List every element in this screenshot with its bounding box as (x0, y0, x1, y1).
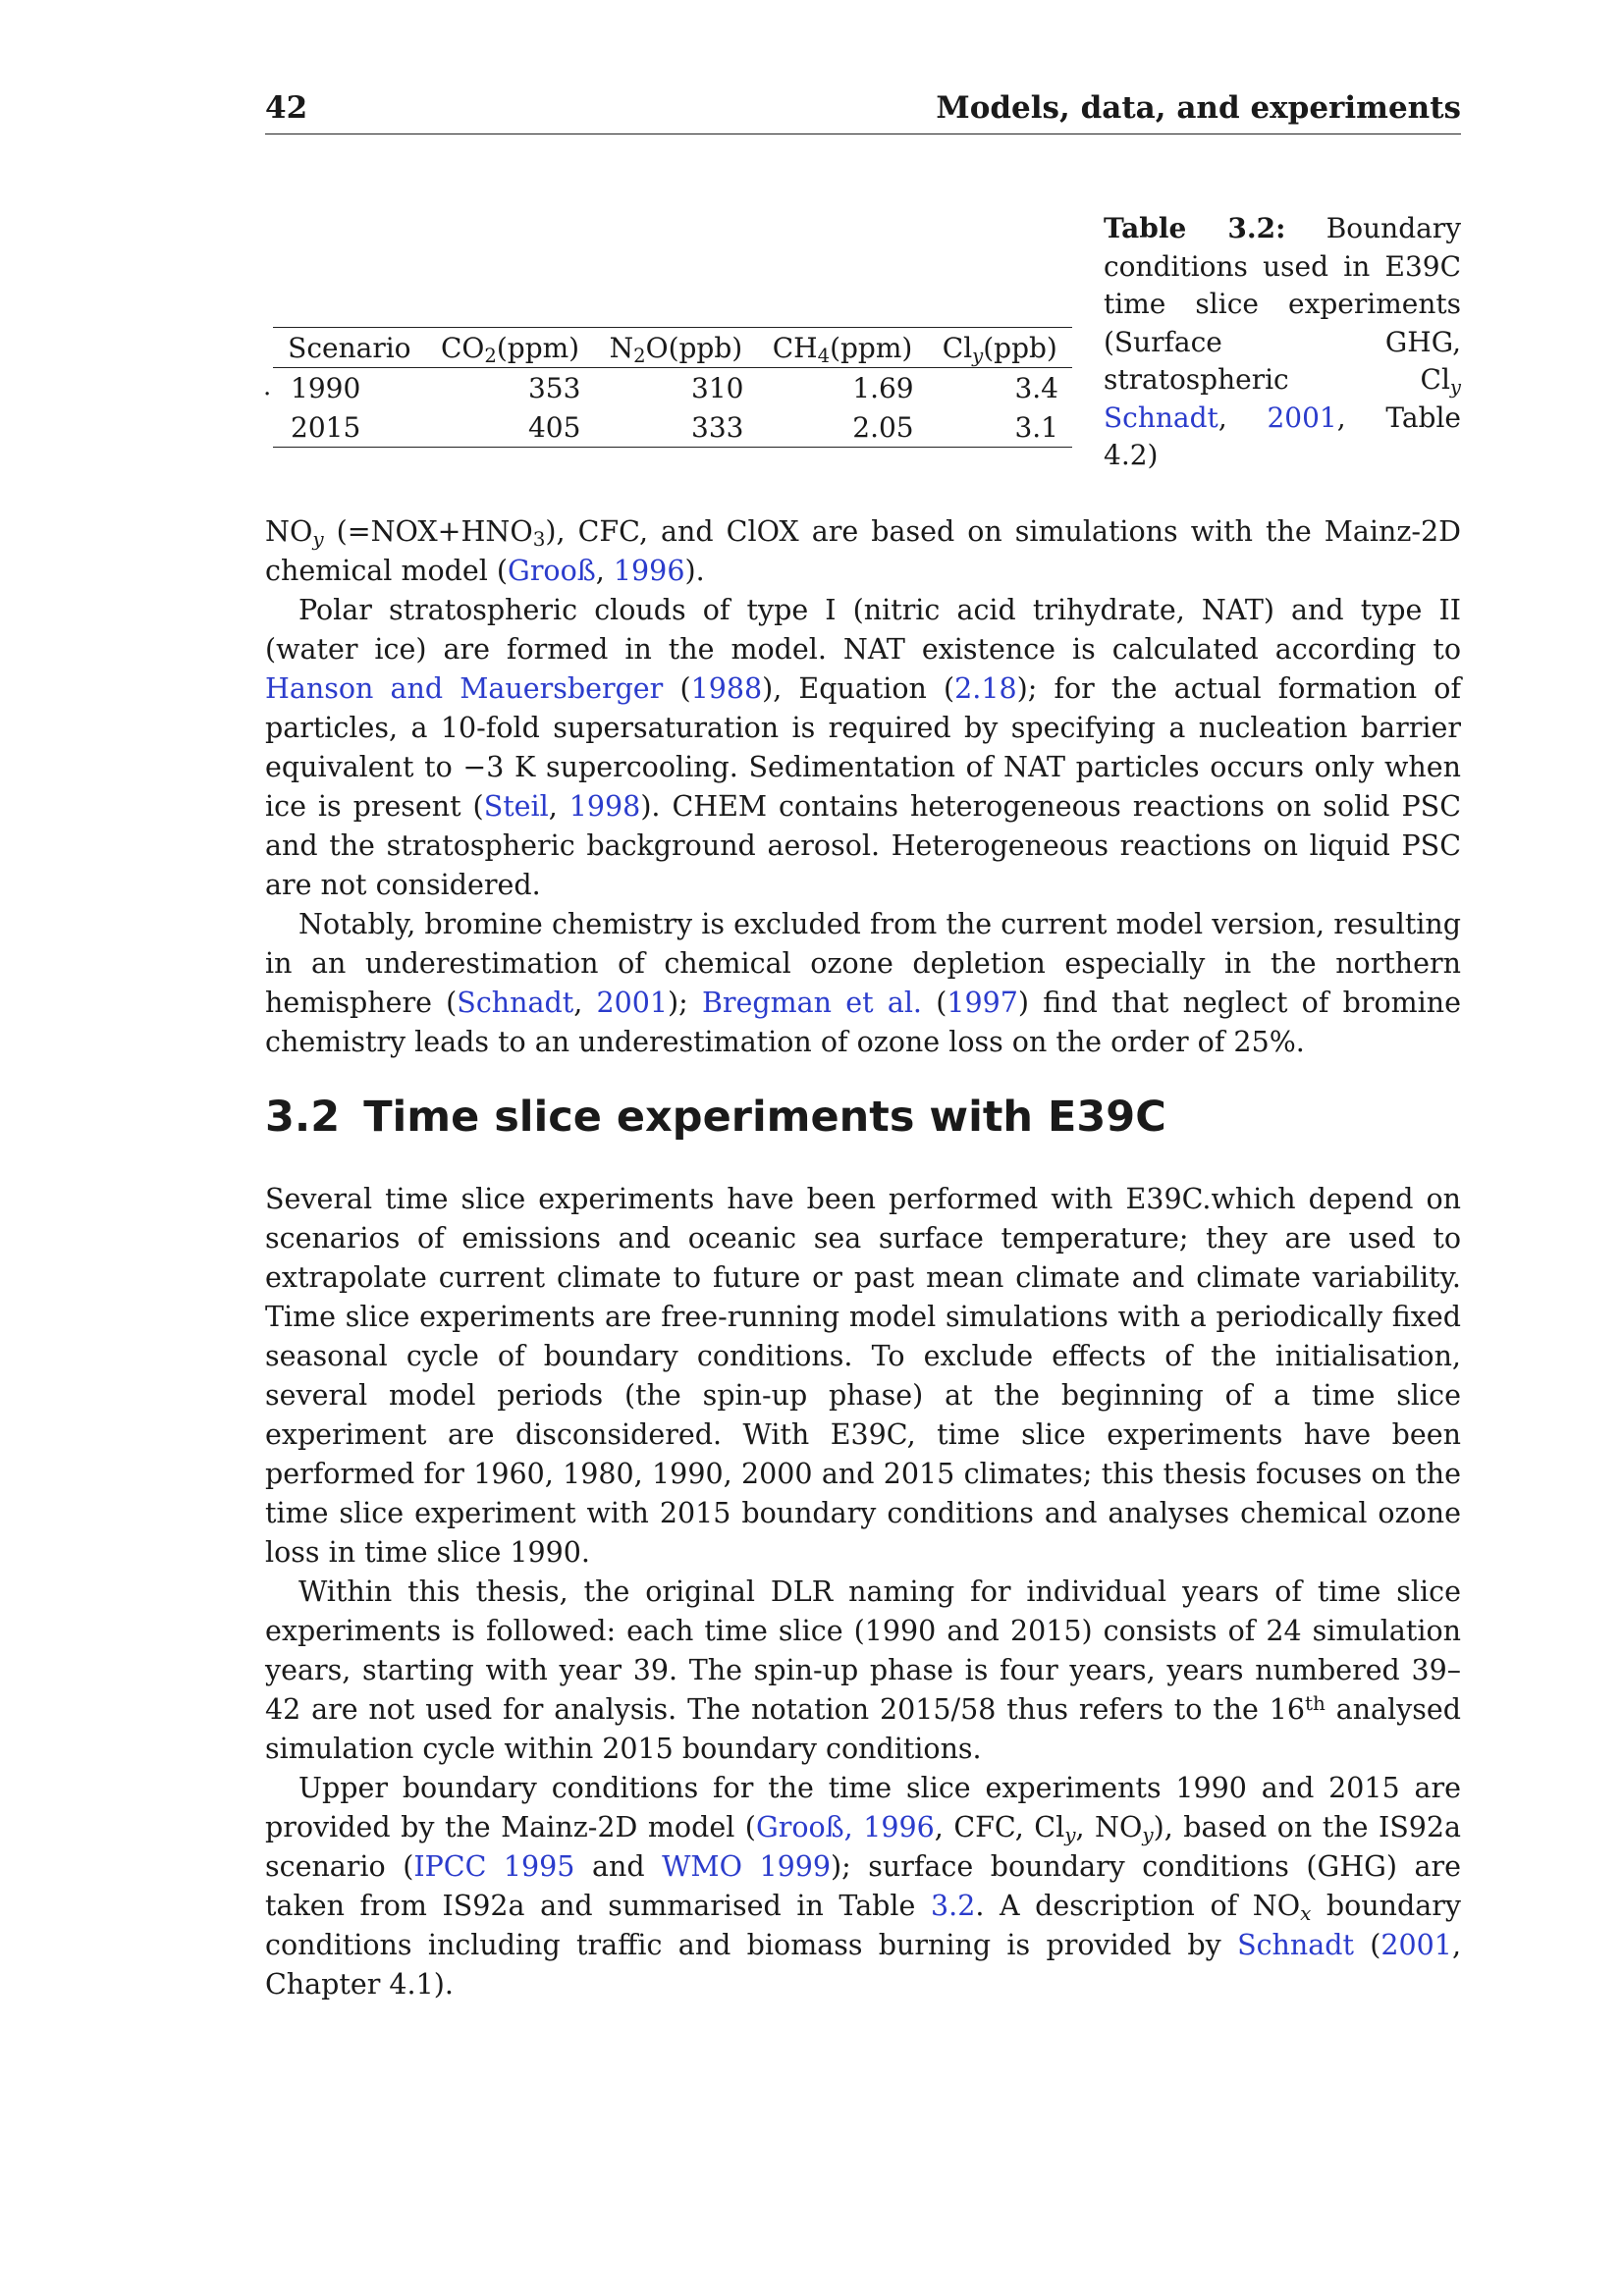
paragraph: $NO_y$ $(=NOX+HNO_3)$, CFC, and ClOX are based on simulations with the Mainz-2D chemical model (Grooß, 1996). (265, 515, 1461, 587)
citation-year-link[interactable]: 2001 (1380, 1929, 1452, 1961)
citation-link[interactable]: Schnadt (1237, 1929, 1354, 1961)
body-text-upper (265, 512, 1461, 1062)
paragraph: Notably, bromine chemistry is excluded from the current model version, resulting in an underestimation of chemical ozone depletion especially in the northern hemisphere (Schnadt, 2001); Bregman et al. (1997) find that neglect of bromine chemistry leads to an underestimation of ozone loss on the order of 25%. (265, 908, 1462, 1058)
paragraph: Within this thesis, the original DLR naming for individual years of time slice experiments is followed: each time slice (1990 and 2015) consists of 24 simulation years, starting with year 39. The spin-up phase is four years, years numbered 39–42 are not used for analysis. The notation 2015/58 thus refers to the 16th analysed simulation cycle within 2015 boundary conditions. (265, 1575, 1461, 1765)
body-text-lower (265, 1180, 1461, 2004)
paragraph: Polar stratospheric clouds of type I (nitric acid trihydrate, NAT) and type II (water ice) are formed in the model. NAT existence is calculated according to Hanson and Mauersberger (1988), Equation (2.18); for the actual formation of particles, a 10-fold supersaturation is required by specifying a nucleation barrier equivalent to −3 K supercooling. Sedimentation of NAT particles occurs only when ice is present (Steil, 1998). CHEM contains heterogeneous reactions on solid PSC and the stratospheric background aerosol. Heterogeneous reactions on liquid PSC are not considered. (265, 594, 1462, 901)
table-cell: 333 (691, 410, 744, 444)
citation-year-link[interactable]: 1996 (613, 555, 685, 587)
table-row (273, 407, 1072, 448)
citation-link[interactable]: Hanson and Mauersberger (265, 672, 664, 705)
table-cell: 405 (527, 410, 581, 444)
paragraph: Upper boundary conditions for the time slice experiments 1990 and 2015 are provided by the Mainz-2D model (Grooß, 1996, CFC, $Cl_y$, $NO_y$), based on the IS92a scenario (IPCC 1995 and WMO 1999); surface boundary conditions (GHG) are taken from IS92a and summarised in Table 3.2. A description of $NO_x$ boundary conditions including traffic and biomass burning is provided by Schnadt (2001, Chapter 4.1). (265, 1772, 1461, 2001)
boundary-conditions-table-wrap (263, 327, 1072, 448)
col-header-co2: $CO_2(ppm)$ (441, 331, 580, 367)
citation-link[interactable]: IPCC 1995 (413, 1850, 575, 1883)
running-title: Models, data, and experiments (936, 90, 1461, 126)
section-title: Time slice experiments with E39C (363, 1093, 1166, 1142)
citation-link[interactable]: Grooß, 1996 (755, 1811, 935, 1843)
col-header-cly: $Cl_y(ppb)$ (942, 331, 1057, 367)
table-caption: Table 3.2: Boundary conditions used in E39C time slice experiments (Surface GHG, stratospheric $Cl_y$ Schnadt, 2001, Table 4.2) (1104, 212, 1462, 471)
section-number: 3.2 (265, 1093, 341, 1142)
table-cell-scenario: . 1990 (263, 371, 361, 404)
citation-link[interactable]: Bregman et al. (701, 987, 922, 1019)
table-cell: 3.4 (1014, 371, 1058, 404)
running-header (265, 90, 1461, 134)
table-cell: 353 (527, 371, 581, 404)
boundary-conditions-table (263, 327, 1072, 448)
page-number: 42 (265, 90, 308, 126)
table-cell: 1.69 (852, 371, 914, 404)
table-row (273, 368, 1072, 408)
citation-year-link[interactable]: 2001 (1267, 400, 1337, 434)
row-marker: . (263, 371, 272, 401)
citation-link[interactable]: Schnadt (1104, 400, 1218, 434)
citation-year-link[interactable]: 1997 (947, 987, 1018, 1019)
table-cell: 3.1 (1014, 410, 1058, 444)
citation-link[interactable]: WMO 1999 (662, 1850, 831, 1883)
col-header-n2o: $N_2O(ppb)$ (609, 331, 743, 367)
table-cell: 310 (691, 371, 744, 404)
citation-year-link[interactable]: 2001 (596, 987, 669, 1019)
citation-link[interactable]: Grooß (508, 555, 596, 587)
paragraph: Several time slice experiments have been performed with E39C.which depend on scenarios of emissions and oceanic sea surface temperature; they are used to extrapolate current climate to future or past mean climate and climate variability. Time slice experiments are free-running model simulations with a periodically fixed seasonal cycle of boundary conditions. To exclude effects of the initialisation, several model periods (the spin-up phase) at the beginning of a time slice experiment are disconsidered. With E39C, time slice experiments have been performed for 1960, 1980, 1990, 2000 and 2015 climates; this thesis focuses on the time slice experiment with 2015 boundary conditions and analyses chemical ozone loss in time slice 1990. (265, 1183, 1461, 1569)
col-header-scenario: Scenario (288, 331, 411, 364)
col-header-ch4: $CH_4(ppm)$ (772, 331, 913, 367)
citation-link[interactable]: Steil (483, 790, 549, 823)
citation-year-link[interactable]: 1998 (568, 790, 641, 823)
section-heading (265, 1092, 1461, 1143)
table-header-row (273, 328, 1072, 368)
citation-year-link[interactable]: 1988 (690, 672, 763, 705)
table-cell-scenario: 2015 (291, 410, 361, 444)
caption-label: Table 3.2: (1104, 212, 1286, 244)
citation-link[interactable]: Schnadt (457, 987, 574, 1019)
table-ref-link[interactable]: 3.2 (931, 1890, 976, 1922)
equation-link[interactable]: 2.18 (954, 672, 1017, 705)
table-cell: 2.05 (852, 410, 914, 444)
